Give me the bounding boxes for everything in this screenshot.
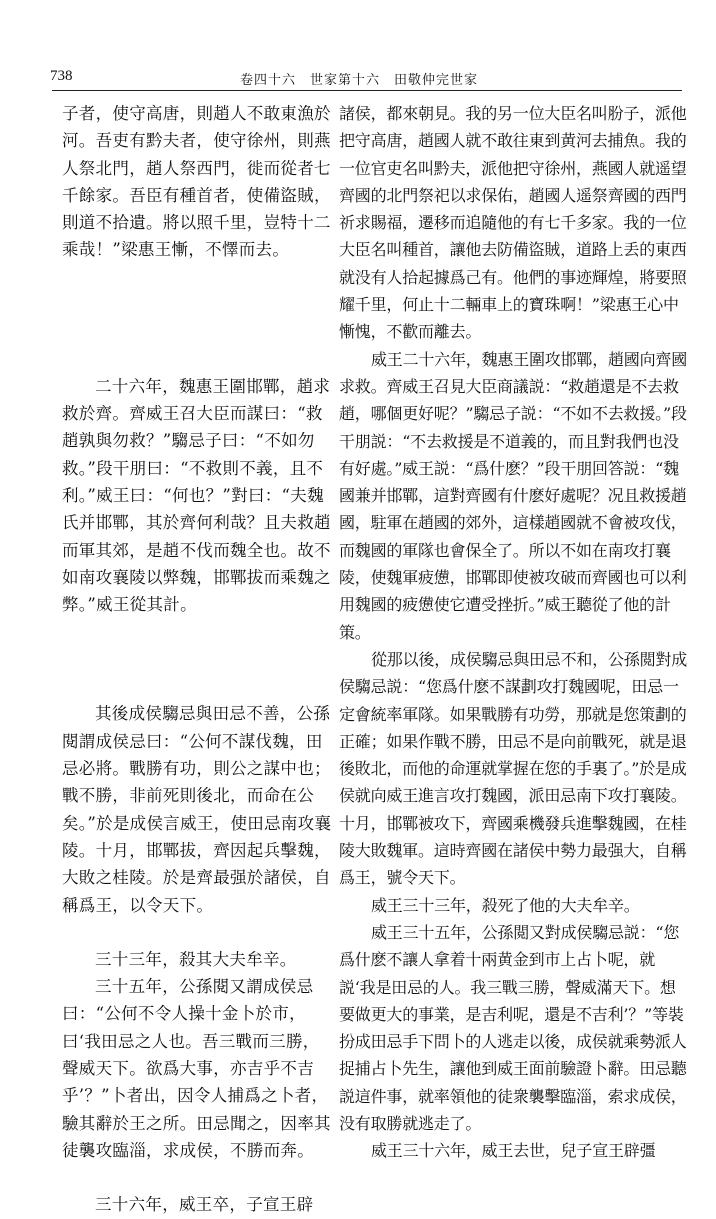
paragraph-gap bbox=[62, 1164, 332, 1191]
right-paragraph-6: 威王三十六年，威王去世，兒子宣王辟彊 bbox=[371, 1141, 656, 1161]
left-paragraph-2: 二十六年，魏惠王圍邯鄲，趙求救於齊。齊威王召大臣而謀曰：“救趙孰與勿救？”騶忌子曰：“不如勿救。”段干朋曰：“不救則不義，且不利。”威王曰：“何也？”對曰：“夫魏氏并邯鄲，其於齊何利哉？且夫救趙而軍其郊，是趙不伐而魏全也。故不如南攻襄陵以弊魏，邯鄲拔而乘魏之弊。”威王從其計。 bbox=[62, 376, 331, 615]
left-paragraph-3: 其後成侯騶忌與田忌不善，公孫閱謂成侯忌曰：“公何不謀伐魏，田忌必將。戰勝有功，則公之謀中也；戰不勝，非前死則後北，而命在公矣。”於是成侯言威王，使田忌南攻襄陵。十月，邯鄲拔，齊因起兵擊魏，大敗之桂陵。於是齊最强於諸侯，自稱爲王，以令天下。 bbox=[62, 704, 332, 915]
translation-column bbox=[339, 100, 689, 1165]
left-paragraph-4: 三十三年，殺其大夫牟辛。 bbox=[95, 949, 297, 969]
classical-text-column bbox=[62, 100, 332, 1219]
right-paragraph-3: 從那以後，成侯騶忌與田忌不和，公孫閲對成侯騶忌説：“您爲什麽不謀劃攻打魏國呢，田忌一定會統率軍隊。如果戰勝有功勞，那就是您策劃的正確；如果作戰不勝，田忌不是向前戰死，就是退後敗北，而他的命運就掌握在您的手裏了。”於是成侯就向威王進言攻打魏國，派田忌南下攻打襄陵。十月，邯鄲被攻下，齊國乘機發兵進擊魏國，在桂陵大敗魏軍。這時齊國在諸侯中勢力最强大，自稱爲王，號令天下。 bbox=[339, 649, 688, 888]
left-paragraph-5: 三十五年，公孫閱又謂成侯忌曰：“公何不令人操十金卜於市，曰‘我田忌之人也。吾三戰而三勝，聲威天下。欲爲大事，亦吉乎不吉乎’？”卜者出，因令人捕爲之卜者，驗其辭於王之所。田忌聞之，因率其徒襲攻臨淄，求成侯，不勝而奔。 bbox=[62, 977, 331, 1160]
running-title: 卷四十六 世家第十六 田敬仲完世家 bbox=[240, 73, 479, 88]
right-paragraph-4: 威王三十三年，殺死了他的大夫牟辛。 bbox=[371, 895, 640, 915]
right-paragraph-2: 威王二十六年，魏惠王圍攻邯鄲，趙國向齊國求救。齊威王召見大臣商議説：“救趙還是不去救趙，哪個更好呢？”騶忌子説：“不如不去救援。”段干朋説：“不去救援是不道義的，而且對我們也没有好處。”威王説：“爲什麽？”段干朋回答説：“魏國兼并邯鄲，這對齊國有什麽好處呢？况且救援趙國，駐軍在趙國的郊外，這樣趙國就不會被攻伐，而魏國的軍隊也會保全了。所以不如在南攻打襄陵，使魏軍疲憊，邯鄲即使被攻破而齊國也可以利用魏國的疲憊使它遭受挫折。”威王聽從了他的計策。 bbox=[339, 349, 688, 642]
paragraph-gap bbox=[62, 264, 332, 373]
right-paragraph-5: 威王三十五年，公孫閲又對成侯騶忌説：“您爲什麽不讓人拿着十兩黄金到市上占卜呢，就説‘我是田忌的人。我三戰三勝，聲威滿天下。想要做更大的事業，是吉利呢，還是不吉利’？”等裝扮成田忌手下問卜的人逃走以後，成侯就乘勢派人捉捕占卜先生，讓他到威王面前驗證卜辭。田忌聽説這件事，就率領他的徒衆襲擊臨淄，索求成侯，没有取勝就逃走了。 bbox=[339, 922, 687, 1133]
page-header bbox=[0, 0, 716, 96]
paragraph-gap bbox=[62, 919, 332, 946]
left-paragraph-6: 三十六年，威王卒，子宣王辟 bbox=[95, 1195, 314, 1215]
left-paragraph-1: 子者，使守高唐，則趙人不敢東漁於河。吾吏有黔夫者，使守徐州，則燕人祭北門，趙人祭西門，徙而從者七千餘家。吾臣有種首者，使備盜賊，則道不拾遺。將以照千里，豈特十二乘哉！”梁惠王慚，不懌而去。 bbox=[62, 104, 331, 260]
page-number: 738 bbox=[50, 68, 73, 84]
paragraph-gap bbox=[62, 618, 332, 700]
header-rule bbox=[52, 90, 682, 91]
right-paragraph-1: 諸侯，都來朝見。我的另一位大臣名叫肦子，派他把守高唐，趙國人就不敢往東到黄河去捕魚。我的一位官吏名叫黔夫，派他把守徐州，燕國人就遥望齊國的北門祭祀以求保佑，趙國人遥祭齊國的西門祈求賜福，遷移而追隨他的有七千多家。我的一位大臣名叫種首，讓他去防備盜賊，道路上丢的東西就没有人拾起據爲己有。他們的事迹輝煌，將要照耀千里，何止十二輛車上的寶珠啊！”梁惠王心中慚愧，不歡而離去。 bbox=[339, 104, 687, 342]
